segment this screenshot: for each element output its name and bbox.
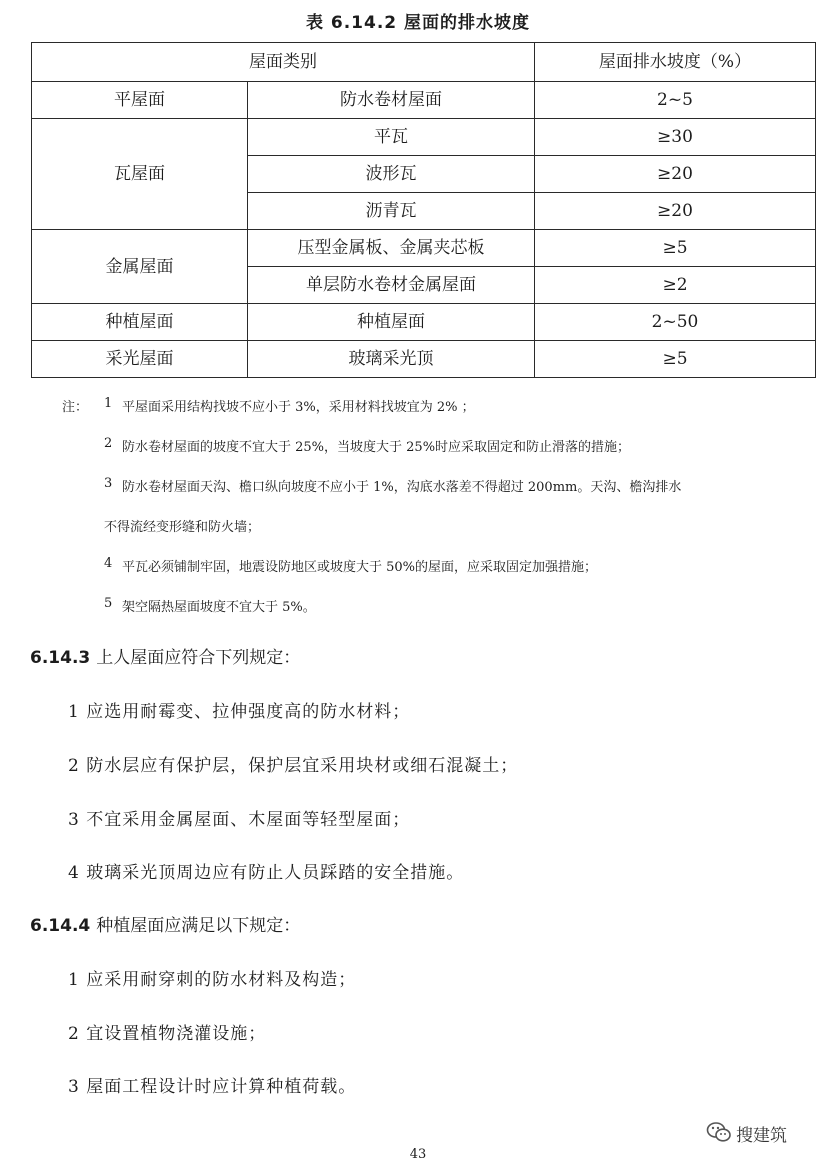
list-item: 3 屋面工程设计时应计算种植荷载。 (68, 1077, 357, 1097)
slope-table (31, 42, 816, 378)
list-item: 2 宜设置植物浇灌设施； (68, 1024, 267, 1044)
subtype-cell: 压型金属板、金属夹芯板 (248, 230, 535, 267)
subtype-cell: 平瓦 (248, 119, 535, 156)
table-row (32, 82, 816, 119)
section-number: 6.14.3 (30, 648, 91, 668)
list-item: 3 不宜采用金属屋面、木屋面等轻型屋面； (68, 810, 411, 830)
table-title: 表 6.14.2 屋面的排水坡度 (305, 13, 531, 33)
header-slope: 屋面排水坡度（%） (535, 43, 816, 82)
note-number: 4 (104, 556, 113, 571)
section-heading (30, 643, 300, 668)
note-text: 平瓦必须铺制牢固，地震设防地区或坡度大于 50%的屋面，应采取固定加强措施； (122, 560, 598, 575)
category-cell: 金属屋面 (32, 230, 248, 304)
section-title: 种植屋面应满足以下规定： (96, 916, 301, 936)
subtype-cell: 波形瓦 (248, 156, 535, 193)
note-continuation: 不得流经变形缝和防火墙； (104, 520, 261, 535)
subtype-cell: 防水卷材屋面 (248, 82, 535, 119)
notes-prefix: 注： (62, 400, 89, 415)
section-title: 上人屋面应符合下列规定： (96, 648, 301, 668)
list-item: 2 防水层应有保护层，保护层宜采用块材或细石混凝土； (68, 756, 519, 776)
slope-cell: ≥30 (535, 119, 816, 156)
slope-cell: ≥20 (535, 156, 816, 193)
wechat-icon (706, 1120, 732, 1144)
header-category: 屋面类别 (32, 43, 535, 82)
subtype-cell: 单层防水卷材金属屋面 (248, 267, 535, 304)
subtype-cell: 玻璃采光顶 (248, 341, 535, 378)
section-number: 6.14.4 (30, 916, 91, 936)
table-row (32, 119, 816, 156)
watermark-text: 搜建筑 (736, 1126, 787, 1146)
slope-cell: ≥20 (535, 193, 816, 230)
slope-cell: ≥5 (535, 230, 816, 267)
category-cell: 采光屋面 (32, 341, 248, 378)
note-number: 5 (104, 596, 113, 611)
slope-cell: ≥5 (535, 341, 816, 378)
table-row (32, 230, 816, 267)
list-item: 1 应采用耐穿刺的防水材料及构造； (68, 970, 357, 990)
watermark (706, 1118, 826, 1148)
note-text: 防水卷材屋面天沟、檐口纵向坡度不应小于 1%，沟底水落差不得超过 200mm。天沟、檐沟排水 (122, 480, 682, 495)
note-text: 防水卷材屋面的坡度不宜大于 25%，当坡度大于 25%时应采取固定和防止滑落的措施； (122, 440, 631, 455)
subtype-cell: 种植屋面 (248, 304, 535, 341)
list-item: 1 应选用耐霉变、拉伸强度高的防水材料； (68, 702, 411, 722)
table-row (32, 341, 816, 378)
slope-cell: ≥2 (535, 267, 816, 304)
note-number: 3 (104, 476, 113, 491)
note-text: 架空隔热屋面坡度不宜大于 5%。 (122, 600, 316, 615)
note-text: 平屋面采用结构找坡不应小于 3%，采用材料找坡宜为 2% ； (122, 400, 475, 415)
list-item: 4 玻璃采光顶周边应有防止人员踩踏的安全措施。 (68, 863, 465, 883)
slope-cell: 2~5 (535, 82, 816, 119)
table-row (32, 304, 816, 341)
note-number: 1 (104, 396, 113, 411)
section-heading (30, 911, 300, 936)
category-cell: 平屋面 (32, 82, 248, 119)
category-cell: 种植屋面 (32, 304, 248, 341)
page-number: 43 (409, 1147, 427, 1162)
table-header-row (32, 43, 816, 82)
slope-cell: 2~50 (535, 304, 816, 341)
subtype-cell: 沥青瓦 (248, 193, 535, 230)
category-cell: 瓦屋面 (32, 119, 248, 230)
note-number: 2 (104, 436, 113, 451)
